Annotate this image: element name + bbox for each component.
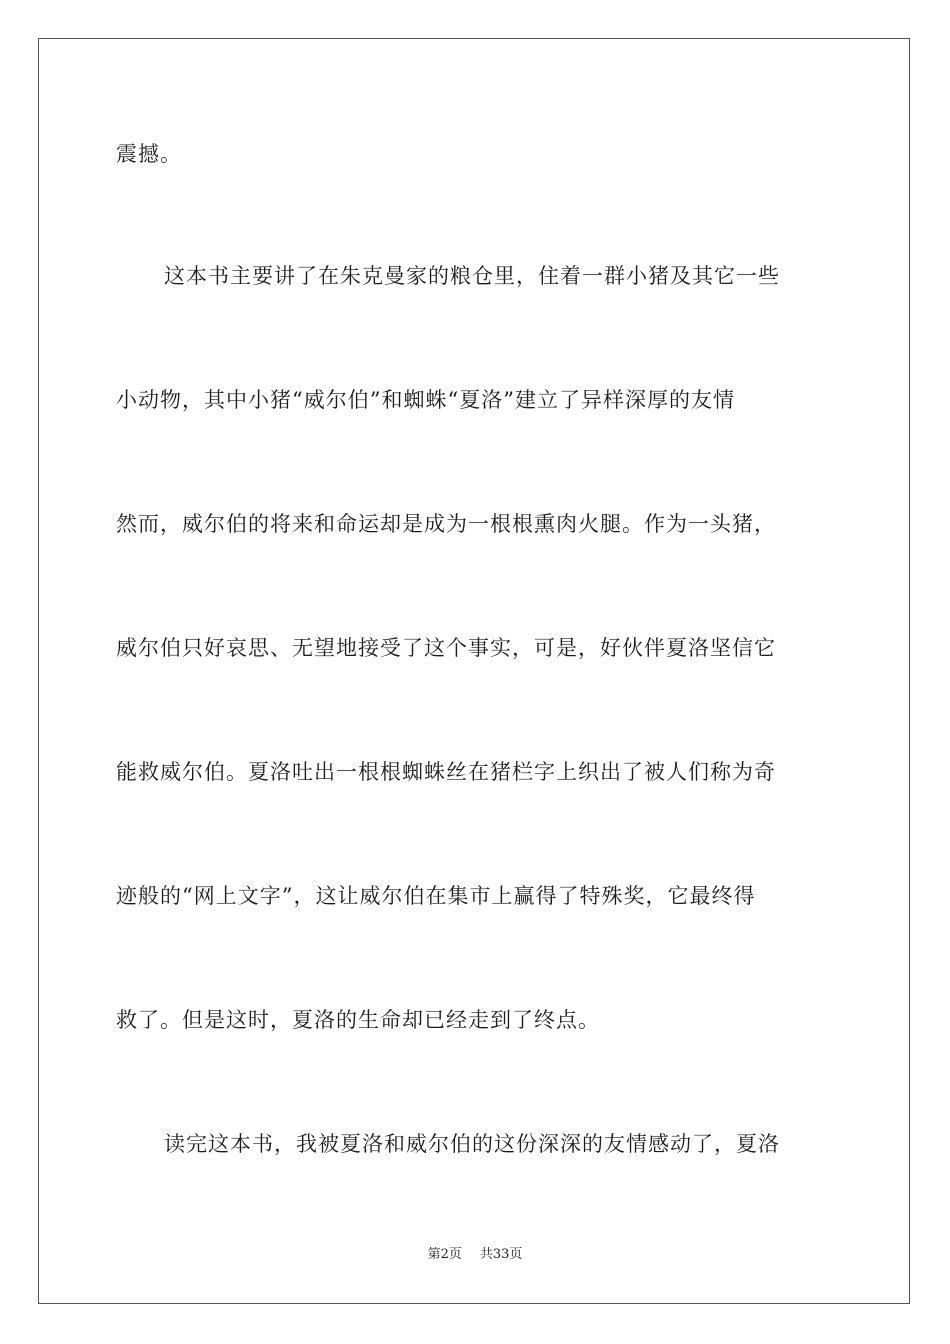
text-line: 救了。但是这时，夏洛的生命却已经走到了终点。	[116, 1008, 600, 1032]
paragraph-start-line: 这本书主要讲了在朱克曼家的粮仓里，住着一群小猪及其它一些	[164, 264, 780, 288]
text-line: 震撼。	[116, 142, 182, 166]
total-pages: 共33页	[479, 1247, 523, 1262]
text-line: 小动物，其中小猪“威尔伯”和蜘蛛“夏洛”建立了异样深厚的友情	[116, 388, 735, 412]
page-border	[38, 38, 910, 1304]
page-number: 第2页	[427, 1247, 462, 1262]
paragraph-start-line: 读完这本书，我被夏洛和威尔伯的这份深深的友情感动了，夏洛	[164, 1132, 780, 1156]
text-line: 能救威尔伯。夏洛吐出一根根蜘蛛丝在猪栏字上织出了被人们称为奇	[116, 760, 776, 784]
text-line: 迹般的“网上文字”，这让威尔伯在集市上赢得了特殊奖，它最终得	[116, 884, 756, 908]
page-footer	[0, 1246, 950, 1264]
text-line: 然而，威尔伯的将来和命运却是成为一根根熏肉火腿。作为一头猪，	[116, 512, 776, 536]
text-line: 威尔伯只好哀思、无望地接受了这个事实，可是，好伙伴夏洛坚信它	[116, 636, 776, 660]
